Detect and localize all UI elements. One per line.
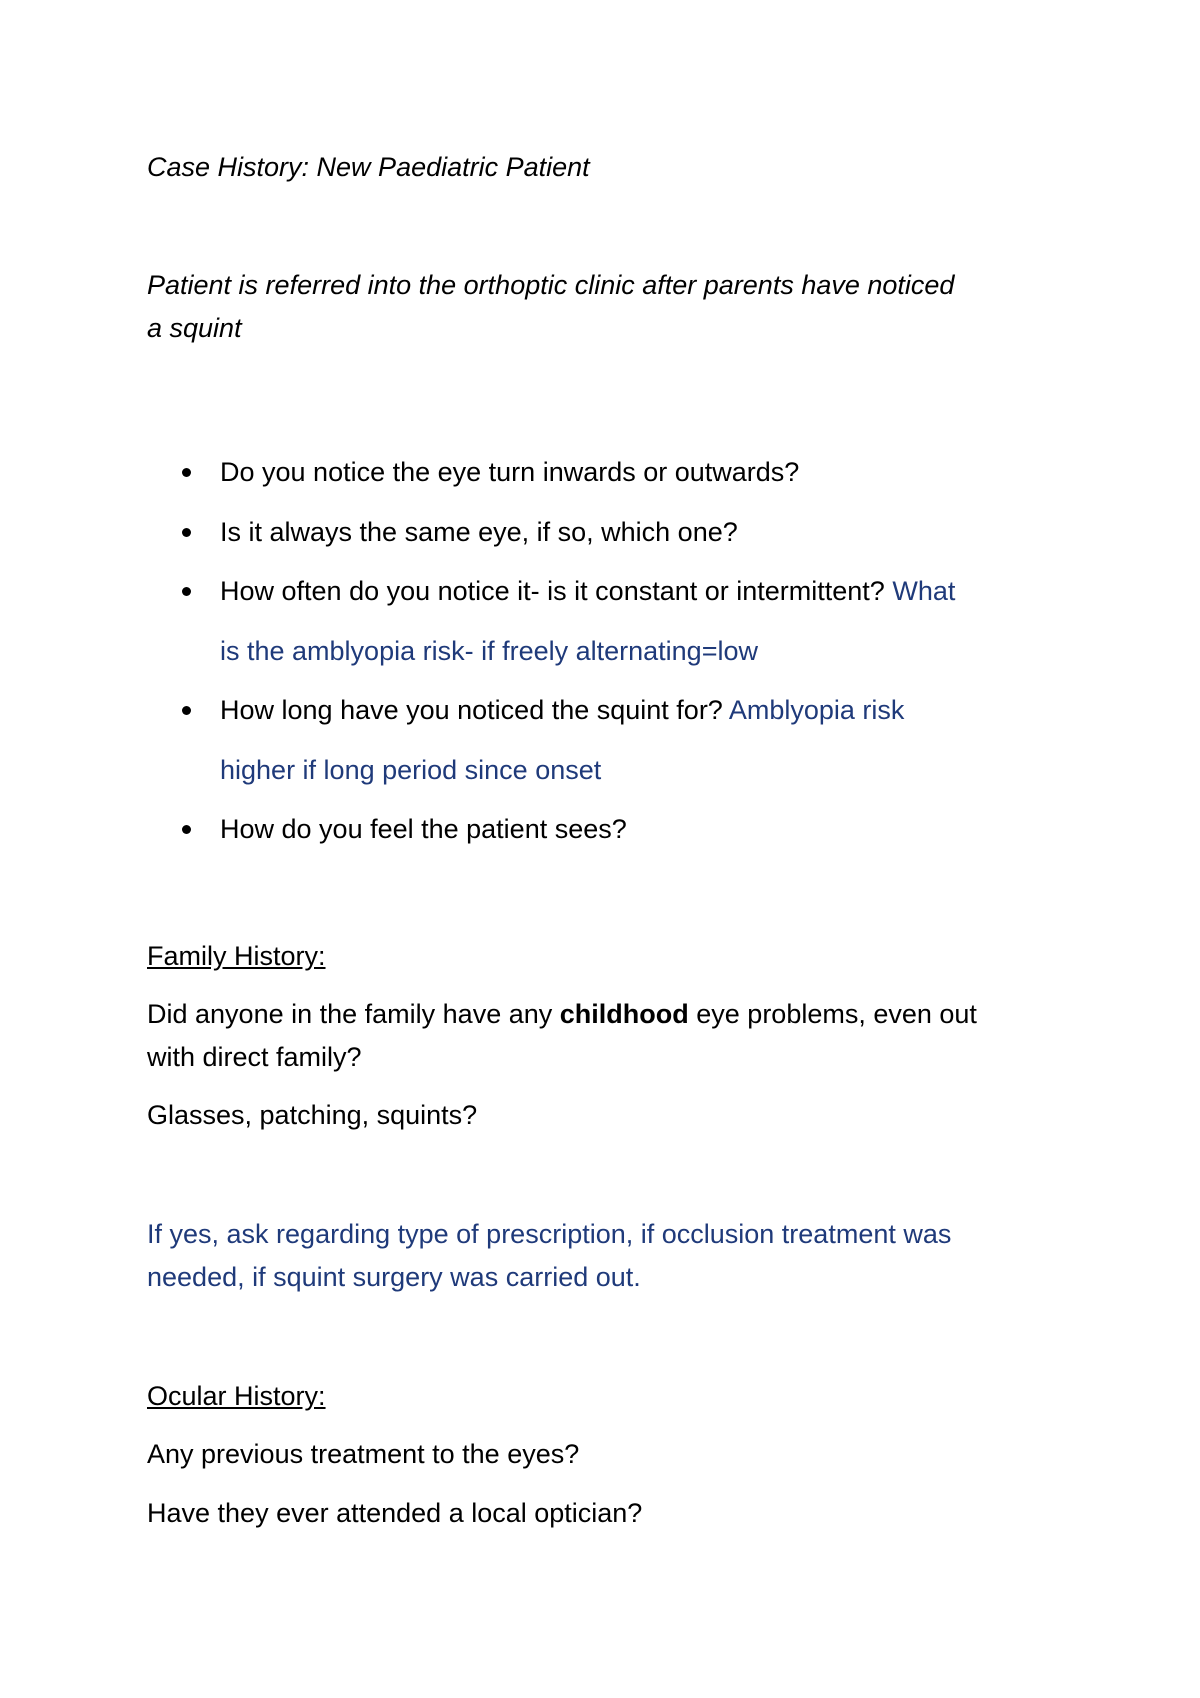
family-history-question-1-continued: with direct family?: [147, 1042, 362, 1072]
ocular-history-question-2: Have they ever attended a local optician?: [147, 1498, 643, 1528]
bullet-icon: [182, 706, 191, 715]
question-list: [147, 443, 1087, 860]
question-note-continued: is the amblyopia risk- if freely alternating=low: [220, 635, 758, 666]
question-text: How do you feel the patient sees?: [220, 814, 627, 844]
referral-line-1: Patient is referred into the orthoptic clinic after parents have noticed: [147, 270, 955, 300]
family-history-note-line-1: If yes, ask regarding type of prescription, if occlusion treatment was: [147, 1219, 952, 1249]
family-history-question-1: Did anyone in the family have any childhood eye problems, even out: [147, 999, 977, 1029]
document-title: Case History: New Paediatric Patient: [147, 152, 590, 182]
list-item: [147, 681, 1087, 800]
bullet-icon: [182, 468, 191, 477]
list-item: [147, 562, 1087, 681]
question-note-continued: higher if long period since onset: [220, 754, 602, 785]
family-history-heading: Family History:: [147, 941, 326, 971]
question-text: Do you notice the eye turn inwards or outwards?: [220, 457, 800, 487]
referral-line-2: a squint: [147, 313, 242, 343]
question-text: How often do you notice it- is it constant or intermittent?: [220, 576, 885, 606]
bullet-icon: [182, 825, 191, 834]
ocular-history-heading: Ocular History:: [147, 1381, 326, 1411]
list-item: [147, 443, 1087, 503]
ocular-history-question-1: Any previous treatment to the eyes?: [147, 1439, 580, 1469]
bullet-icon: [182, 587, 191, 596]
question-note: Amblyopia risk: [728, 695, 905, 725]
question-note: What: [892, 576, 956, 606]
emphasis-text: childhood: [559, 999, 689, 1029]
question-text: How long have you noticed the squint for?: [220, 695, 723, 725]
list-item: [147, 800, 1087, 860]
bullet-icon: [182, 528, 191, 537]
family-history-question-2: Glasses, patching, squints?: [147, 1100, 478, 1130]
question-text: Is it always the same eye, if so, which one?: [220, 516, 738, 547]
family-history-note-line-2: needed, if squint surgery was carried out.: [147, 1262, 641, 1292]
list-item: [147, 503, 1087, 563]
